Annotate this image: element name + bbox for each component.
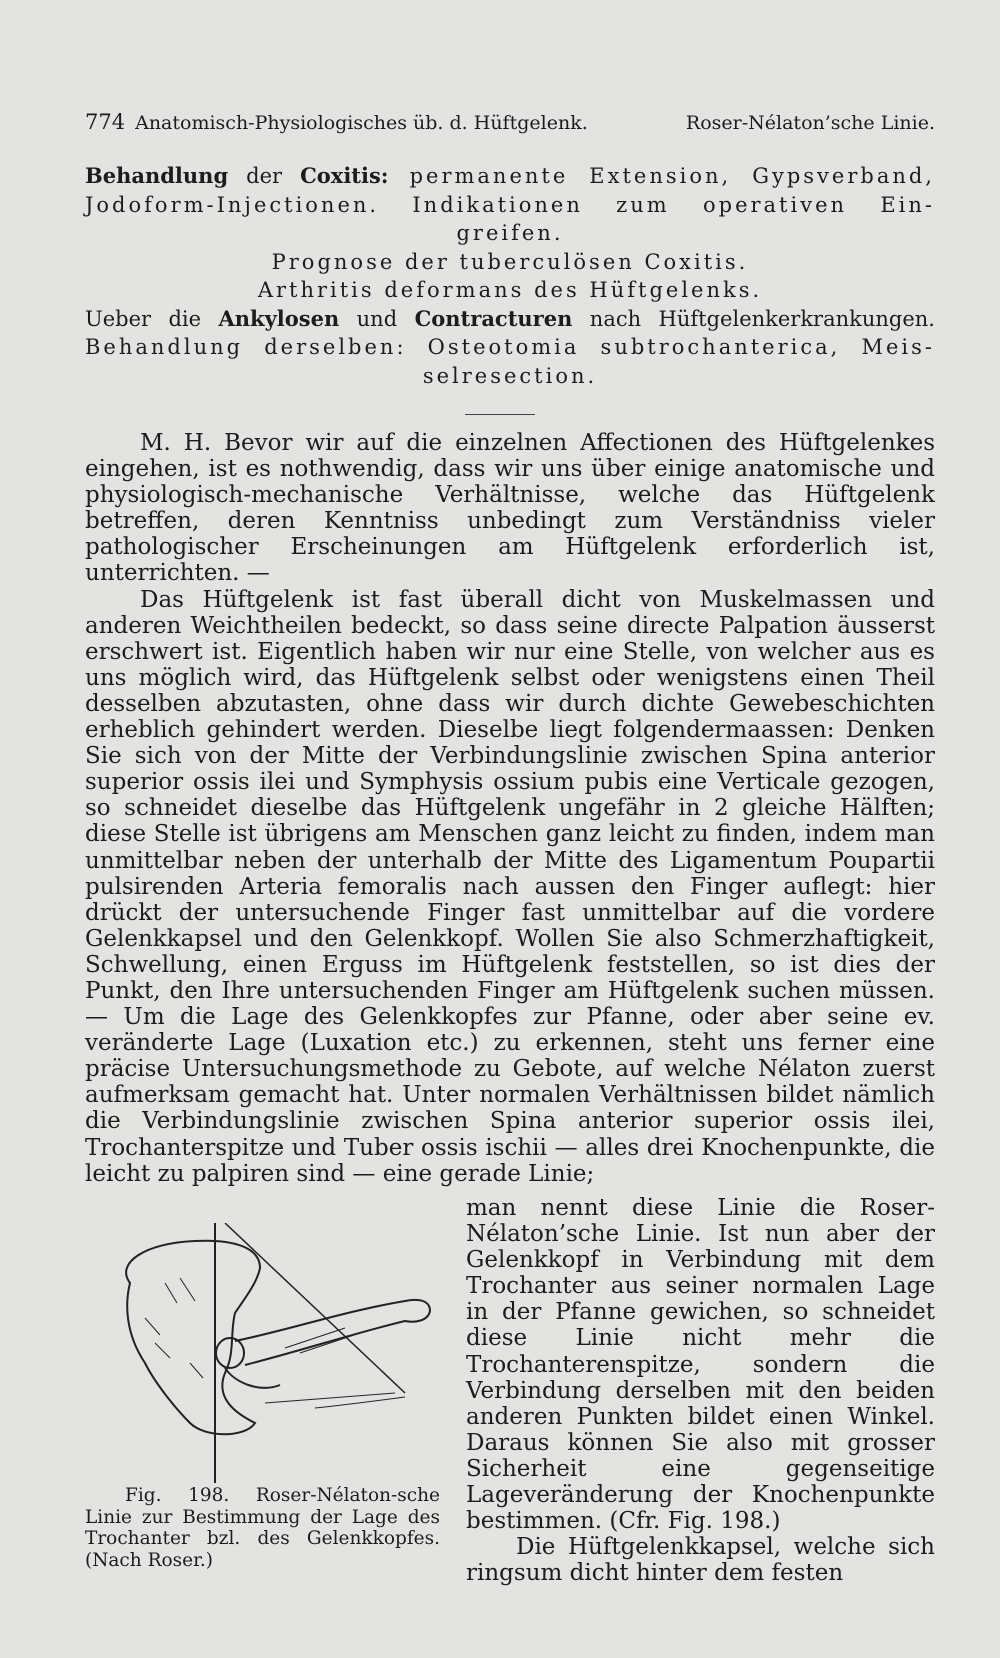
pelvis-femur-drawing <box>85 1223 450 1483</box>
figure-caption <box>85 1485 440 1571</box>
summary-line-8: selresection. <box>422 363 598 388</box>
running-header <box>85 110 935 134</box>
page-number: 774 <box>85 110 126 134</box>
side-paragraph-2: Die Hüftgelenkkapsel, welche sich ringsum dicht hinter dem festen <box>466 1534 935 1587</box>
summary-line-6 <box>85 305 935 334</box>
summary-line-7: Behandlung derselben: Osteotomia subtrochanterica, Meis- <box>85 335 935 359</box>
figure-198-illustration <box>85 1223 450 1483</box>
header-title: Anatomisch-Physiologisches üb. d. Hüftgelenk. <box>135 112 588 134</box>
paragraph-2: Das Hüftgelenk ist fast überall dicht von Muskelmassen und anderen Weichtheilen bedeckt, so dass seine directe Palpation äusserst erschwert ist. Eigentlich haben wir nur eine Stelle, von welcher aus es uns möglich wird, das Hüftgelenk selbst oder wenigstens einen Theil desselben abzutasten, ohne dass wir durch dichte Gewebeschichten erheblich gehindert werden. Dieselbe liegt folgendermaassen: Denken Sie sich von der Mitte der Verbindungslinie zwischen Spina anterior superior ossis ilei und Symphysis ossium pubis eine Verticale gezogen, so schneidet dieselbe das Hüftgelenk ungefähr in 2 gleiche Hälften; diese Stelle ist übrigens am Menschen ganz leicht zu finden, indem man unmittelbar neben der unterhalb der Mitte des Ligamentum Poupartii pulsirenden Arteria femoralis nach aussen den Finger auflegt: hier drückt der untersuchende Finger fast unmittelbar auf die vordere Gelenkkapsel und den Gelenkkopf. Wollen Sie also Schmerzhaftigkeit, Schwellung, einen Erguss im Hüftgelenk feststellen, so ist dies der Punkt, den Ihre untersuchenden Finger am Hüftgelenk suchen müssen. — Um die Lage des Gelenkkopfes zur Pfanne, oder aber seine ev. veränderte Lage (Luxation etc.) zu erkennen, steht uns ferner eine präcise Untersuchungsmethode zu Gebote, auf welche Nélaton zuerst aufmerksam gemacht hat. Unter normalen Verhältnissen bildet nämlich die Verbindungslinie zwischen Spina anterior superior ossis ilei, Trochanterspitze und Tuber ossis ischii — alles drei Knochenpunkte, die leicht zu palpiren sind — eine gerade Linie; <box>85 586 935 1187</box>
summary-bold: Contracturen <box>414 305 573 331</box>
section-divider <box>465 414 535 415</box>
summary-text: nach Hüftgelenkerkrankungen. <box>572 306 935 331</box>
summary-line-1 <box>85 162 935 191</box>
summary-text: und <box>339 306 415 331</box>
paragraph-1: M. H. Bevor wir auf die einzelnen Affectionen des Hüftgelenkes eingehen, ist es nothwendig, dass wir uns über einige anatomische und physiologisch-mechanische Verhältnisse, welche das Hüftgelenk betreffen, deren Kenntniss unbedingt zum Verständniss vieler pathologischer Erscheinungen am Hüftgelenk erforderlich ist, unterrichten. — <box>85 430 935 587</box>
caption-text: Fig. 198. Roser-Nélaton-sche Linie zur Bestimmung der Lage des Trochanter bzl. des Gelenkkopfes. (Nach Roser.) <box>85 1485 440 1571</box>
summary-text: permanente Extension, Gypsverband, <box>388 164 935 188</box>
summary-text: Ueber die <box>85 306 219 331</box>
header-right: Roser-Nélaton’sche Linie. <box>685 112 935 134</box>
main-text <box>85 430 935 1187</box>
summary-line-5: Arthritis deformans des Hüftgelenks. <box>257 278 763 302</box>
summary-line-2: Jodoform-Injectionen. Indikationen zum operativen Ein- <box>85 192 935 217</box>
summary-bold: Coxitis: <box>300 163 389 188</box>
summary-bold: Ankylosen <box>218 305 340 331</box>
side-paragraph-1: man nennt diese Linie die Roser-Nélaton’sche Linie. Ist nun aber der Gelenkkopf in Verbindung mit dem Trochanter aus seiner normalen Lage in der Pfanne gewichen, so schneidet diese Linie nicht mehr die Trochanterenspitze, sondern die Verbindung derselben mit den beiden anderen Punkten bildet einen Winkel. Daraus können Sie also mit grosser Sicherheit eine gegenseitige Lageveränderung der Knochenpunkte bestimmen. (Cfr. Fig. 198.) <box>466 1195 935 1535</box>
summary-line-3: greifen. <box>456 221 564 245</box>
summary-bold: Behandlung <box>85 163 229 188</box>
side-column-text <box>466 1195 935 1586</box>
summary-text: der <box>228 164 301 188</box>
summary-line-4: Prognose der tuberculösen Coxitis. <box>271 249 749 274</box>
chapter-summary <box>85 162 935 390</box>
